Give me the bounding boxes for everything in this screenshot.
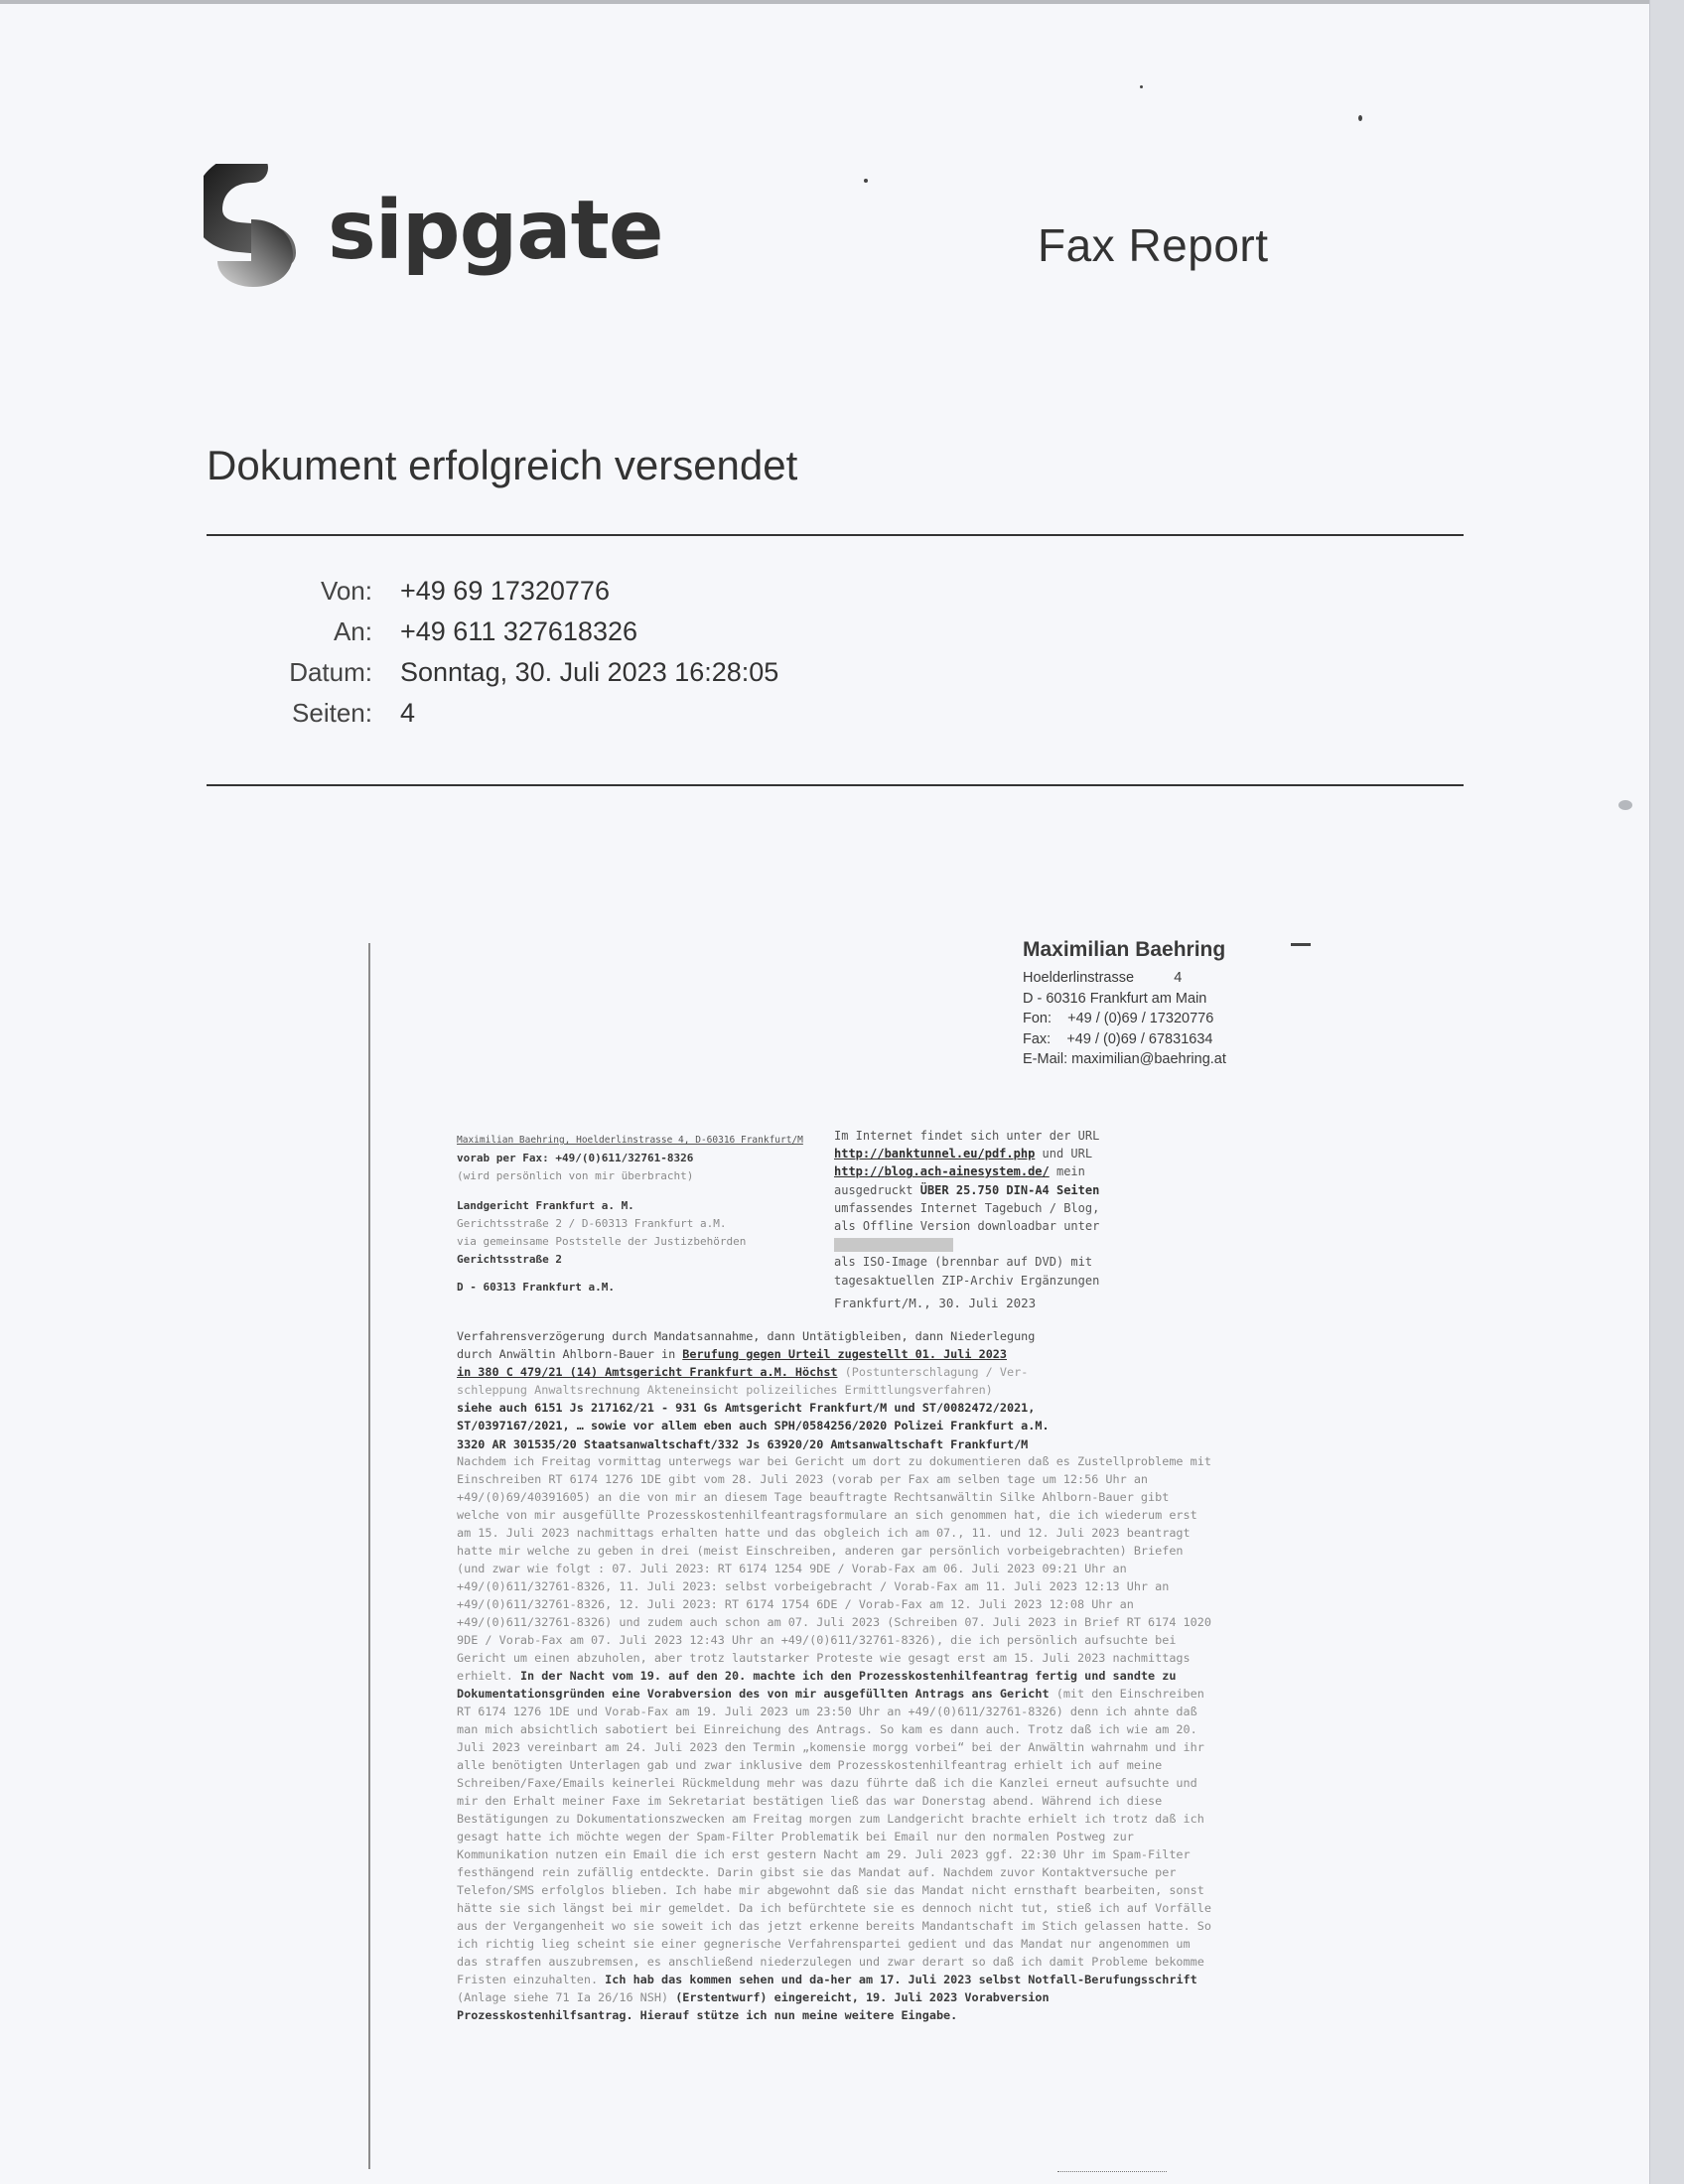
subject-line-2: durch Anwältin Ahlborn-Bauer in — [457, 1347, 676, 1362]
fax-page-preview — [362, 938, 1226, 2174]
scan-speck — [1291, 943, 1311, 946]
sender-email: E-Mail: maximilian@baehring.at — [1023, 1051, 1226, 1067]
subject-line-6: ST/0397167/2021, … sowie vor allem eben auch SPH/0584256/2020 Polizei Frankfurt a.M. — [457, 1419, 1050, 1433]
mein-text: mein — [1055, 1164, 1085, 1179]
court-line-3: via gemeinsame Poststelle der Justizbehörden — [457, 1235, 747, 1248]
to-value: +49 611 327618326 — [400, 616, 637, 646]
page-count-text: ÜBER 25.750 DIN-A4 Seiten — [919, 1182, 1100, 1197]
transmission-details — [258, 576, 778, 739]
signature-mark — [1057, 2161, 1167, 2172]
scan-speck — [1140, 85, 1143, 88]
court-street: Gerichtsstraße 2 — [457, 1253, 562, 1266]
sender-fax: Fax: +49 / (0)69 / 67831634 — [1023, 1030, 1213, 1047]
date-value: Sonntag, 30. Juli 2023 16:28:05 — [400, 657, 779, 687]
sipgate-logo — [204, 164, 663, 303]
date-label: Datum: — [289, 657, 372, 687]
body-paragraph-1: Nachdem ich Freitag vormittag unterwegs war bei Gericht um dort zu dokumentieren daß es Zustellprobleme mit Einschreiben RT 6174 1276 1DE gibt vom 28. Juli 2023 (vorab per Fax am selben tage um 12:56 Uhr an +49/(0)69/40391605) an die von mir an diesem Tage beauftragte Rechtsanwältin Silke Ahlborn-Bauer gibt welche von mir ausgefüllte Prozesskostenhilfeantragsformulare an sich genommen hat, die ich wiederum erst am 15. Juli 2023 nachmittags erhalten hatte und das obgleich ich am 07., 11. und 12. Juli 2023 beantragt hatte mir welche zu geben in drei (meist Einschreiben, anderen gar persönlich vorbeigebrachten) Briefen (und zwar wie folgt : 07. Juli 2023: RT 6174 1254 9DE / Vorab-Fax am 06. Juli 2023 09:21 Uhr an +49/(0)611/32761-8326, 11. Juli 2023: selbst vorbeigebracht / Vorab-Fax am 11. Juli 2023 12:13 Uhr an +49/(0)611/32761-8326, 12. Juli 2023: RT 6174 1754 6DE / Vorab-Fax am 12. Juli 2023 12:08 Uhr an +49/(0)611/32761-8326) und zudem auch schon am 07. Juli 2023 (Schreiben 07. Juli 2023 in Brief RT 6174 1020 9DE / Vorab-Fax am 07. Juli 2023 12:43 Uhr an +49/(0)611/32761-8326), die ich persönlich aufsuchte bei Gericht um einen abzuholen, aber trotz lautstarker Proteste wie gesagt erst am 15. Juli 2023 nachmittags erhielt. — [457, 1454, 1211, 1683]
body-paragraph-6: (Erstentwurf) eingereicht, 19. Juli 2023 Vorabversion Prozesskostenhilfsantrag. Hierauf stütze ich nun meine weitere Eingabe. — [457, 1990, 1050, 2022]
sender-name: Maximilian Baehring — [1023, 938, 1226, 961]
scan-right-edge — [1649, 0, 1684, 2184]
sender-street: Hoelderlinstrasse 4 — [1023, 970, 1183, 986]
body-paragraph-5: (Anlage siehe 71 Ia 26/16 NSH) — [457, 1990, 669, 2004]
url-banktunnel-link[interactable]: http://banktunnel.eu/pdf.php — [834, 1147, 1036, 1161]
letter-body — [457, 1452, 1211, 2024]
from-value: +49 69 17320776 — [400, 576, 610, 606]
divider-bottom — [207, 784, 1464, 786]
subject-line-4: schleppung Anwaltsrechnung Akteneinsicht polizeiliches Ermittlungsverfahren) — [457, 1383, 993, 1398]
to-label: An: — [333, 616, 372, 646]
via-fax-line: vorab per Fax: +49/(0)611/32761-8326 — [457, 1152, 694, 1164]
body-paragraph-4: Ich hab das kommen sehen und da-her am 17. Juli 2023 selbst Notfall-Berufungsschrift — [605, 1973, 1197, 1986]
subject-block — [457, 1327, 1211, 1453]
web-note-line-1: Im Internet findet sich unter der URL — [834, 1129, 1100, 1143]
from-label: Von: — [320, 576, 372, 606]
meta-row-pages — [258, 698, 778, 739]
printed-text: ausgedruckt — [834, 1182, 913, 1197]
subject-line-3: (Postunterschlagung / Ver- — [844, 1365, 1029, 1380]
court-name: Landgericht Frankfurt a. M. — [457, 1199, 634, 1212]
subject-line-7: 3320 AR 301535/20 Staatsanwaltschaft/332 Js 63920/20 Amtsanwaltschaft Frankfurt/M — [457, 1436, 1029, 1451]
date-place: Frankfurt/M., 30. Juli 2023 — [834, 1296, 1037, 1310]
body-paragraph-2: In der Nacht vom 19. auf den 20. machte ich den Prozesskostenhilfeantrag fertig und sandte zu Dokumentationsgründen eine Vorabversion des von mir ausgefüllten Antrags ans Gericht — [457, 1669, 1177, 1701]
meta-row-to — [258, 616, 778, 657]
scan-speck — [1618, 800, 1632, 810]
subject-line-5: siehe auch 6151 Js 217162/21 - 931 Gs Amtsgericht Frankfurt/M und ST/0082472/2021, — [457, 1401, 1036, 1416]
web-note-line-5: als Offline Version downloadbar unter — [834, 1219, 1100, 1234]
scan-speck — [1358, 115, 1362, 121]
delivered-note: (wird persönlich von mir überbracht) — [457, 1169, 694, 1182]
sender-phone: Fon: +49 / (0)69 / 17320776 — [1023, 1011, 1214, 1026]
brand-name: sipgate — [328, 184, 663, 278]
court-line-2: Gerichtsstraße 2 / D-60313 Frankfurt a.M. — [457, 1217, 727, 1230]
sender-city: D - 60316 Frankfurt am Main — [1023, 990, 1207, 1007]
url-blog-link[interactable]: http://blog.ach-ainesystem.de/ — [834, 1164, 1050, 1179]
recipient-address — [457, 1132, 824, 1297]
web-note-line-6: als ISO-Image (brennbar auf DVD) mit — [834, 1255, 1093, 1270]
pages-value: 4 — [400, 698, 416, 728]
pages-label: Seiten: — [292, 698, 372, 728]
report-title: Fax Report — [1038, 219, 1269, 271]
subject-line-1: Verfahrensverzögerung durch Mandatsannahme, dann Untätigbleiben, dann Niederlegung — [457, 1329, 1036, 1343]
subject-line-3-underlined: in 380 C 479/21 (14) Amtsgericht Frankfurt a.M. Höchst — [457, 1365, 838, 1380]
and-url-text: und URL — [1042, 1147, 1093, 1161]
meta-row-from — [258, 576, 778, 616]
divider-top — [207, 534, 1464, 536]
meta-row-date — [258, 657, 778, 698]
subject-line-2-underlined: Berufung gegen Urteil zugestellt 01. Juli 2023 — [682, 1347, 1008, 1362]
sender-block — [1023, 938, 1226, 1070]
court-city: D - 60313 Frankfurt a.M. — [457, 1281, 615, 1294]
sipgate-logo-icon — [204, 164, 303, 293]
scan-speck — [864, 179, 868, 183]
redacted-block — [834, 1238, 953, 1252]
scan-top-edge — [0, 0, 1650, 4]
web-note — [834, 1127, 1211, 1290]
body-paragraph-3: (mit den Einschreiben RT 6174 1276 1DE und Vorab-Fax am 19. Juli 2023 um 23:50 Uhr an +49/(0)611/32761-8326) denn ich ahnte daß man mich absichtlich sabotiert bei Einreichung des Antrags. So kam es dann auch. Trotz daß ich wie am 20. Juli 2023 vereinbart am 24. Juli 2023 den Termin „komensie morgg vorbei“ bei der Anwältin wahrnahm und ihr alle benötigten Unterlagen gab und zwar inklusive dem Prozesskostenhilfeantrag erhielt ich auf meine Schreiben/Faxe/Emails keinerlei Rückmeldung mehr was dazu führte daß ich die Kanzlei erneut aufsuchte und mir den Erhalt meiner Faxe im Sekretariat bestätigen ließ das war Donerstag abend. Während ich diese Bestätigungen zu Dokumentationszwecken am Freitag morgen zum Landgericht brachte erhielt ich trotz daß ich gesagt hatte ich möchte wegen der Spam-Filter Problematik bei Email nur den normalen Postweg zur Kommunikation nutzen ein Email die ich erst gestern Nacht am 29. Juli 2023 ggf. 22:30 Uhr im Spam-Filter festhängend rein zufällig entdeckte. Darin gibst sie das Mandat auf. Nachdem zuvor Kontaktversuche per Telefon/SMS erfolglos blieben. Ich habe mir abgewohnt daß sie das Mandat nicht ernsthaft bearbeiten, sonst hätte sie sich längst bei mir gemeldet. Da ich befürchtete sie es dennoch nicht tut, stieß ich auf Vorfälle aus der Vergangenheit wo sie soweit ich das jetzt erkenne bereits Mandantschaft im Stich gelassen hatte. So ich richtig lieg scheint sie einer gegnerische Verfahrenspartei gedient und das Mandat nur angenommen um das straffen auszubremsen, es anschließend niederzulegen und zwar derart so daß ich damit Probleme bekomme Fristen einzuhalten. — [457, 1687, 1211, 1986]
web-note-line-7: tagesaktuellen ZIP-Archiv Ergänzungen — [834, 1273, 1100, 1288]
scan-margin-line — [368, 943, 370, 2169]
status-heading: Dokument erfolgreich versendet — [207, 442, 798, 488]
web-note-line-4: umfassendes Internet Tagebuch / Blog, — [834, 1200, 1100, 1215]
return-address-line: Maximilian Baehring, Hoelderlinstrasse 4, D-60316 Frankfurt/M — [457, 1135, 803, 1146]
